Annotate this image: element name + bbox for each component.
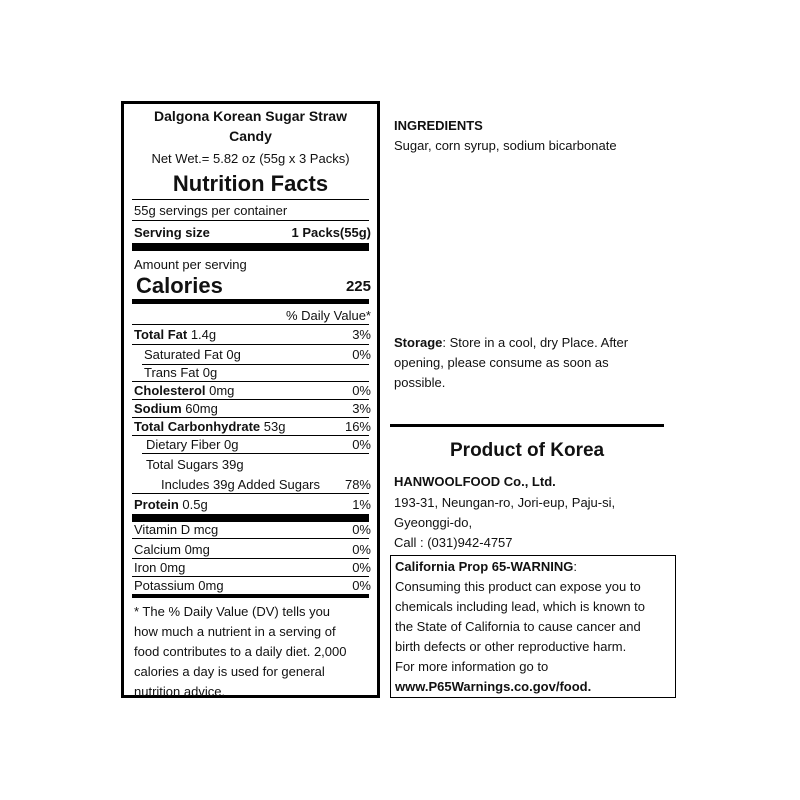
serving-size-value: 1 Packs(55g) <box>291 225 371 240</box>
nutrient-amount: 1.4g <box>187 327 217 342</box>
storage-label: Storage <box>394 335 443 350</box>
net-weight: Net Wet.= 5.82 oz (55g x 3 Packs) <box>151 151 350 166</box>
warning-line: the State of California to cause cancer and <box>395 619 641 634</box>
vitamin-dv: 0% <box>352 542 371 557</box>
warning-line: birth defects or other reproductive harm. <box>395 639 627 654</box>
section-divider <box>390 424 664 427</box>
nutrient-label: Saturated Fat 0g <box>144 347 241 362</box>
divider <box>132 324 369 325</box>
divider <box>132 399 369 400</box>
daily-value-header: % Daily Value* <box>285 308 371 323</box>
calories-label: Calories <box>136 273 223 298</box>
nutrient-label: Total Sugars 39g <box>146 457 244 472</box>
phone: Call : (031)942-4757 <box>394 535 513 550</box>
vitamin-dv: 0% <box>352 522 371 537</box>
divider <box>132 493 369 494</box>
warning-title: California Prop 65-WARNING <box>395 559 574 574</box>
divider <box>132 576 369 577</box>
nutrient-dv: 78% <box>344 477 371 492</box>
thick-divider <box>132 514 369 522</box>
storage-line: opening, please consume as soon as <box>394 355 609 370</box>
nutrient-label: Dietary Fiber 0g <box>146 437 239 452</box>
medium-divider <box>132 299 369 304</box>
nutrient-label: Total Carbonhydrate <box>134 419 261 434</box>
divider <box>132 417 369 418</box>
product-name-line1: Dalgona Korean Sugar Straw <box>154 108 347 124</box>
nutrition-title: Nutrition Facts <box>172 171 329 196</box>
footnote-line: * The % Daily Value (DV) tells you <box>134 604 331 619</box>
nutrient-dv: 16% <box>344 419 371 434</box>
medium-divider <box>132 594 369 598</box>
divider <box>142 453 369 454</box>
storage-line: possible. <box>394 375 446 390</box>
nutrient-amount: 0.5g <box>178 497 208 512</box>
warning-line: Consuming this product can expose you to <box>395 579 641 594</box>
thick-divider <box>132 243 369 251</box>
footnote-line: food contributes to a daily diet. 2,000 <box>134 644 347 659</box>
nutrient-label: Sodium <box>134 401 182 416</box>
origin-heading: Product of Korea <box>450 440 605 461</box>
divider <box>132 538 369 539</box>
nutrient-amount: 60mg <box>181 401 218 416</box>
warning-line: For more information go to <box>395 659 549 674</box>
divider <box>132 199 369 200</box>
storage-line: Storage: Store in a cool, dry Place. After <box>394 335 629 350</box>
nutrient-amount: 53g <box>260 419 286 434</box>
divider <box>132 344 369 345</box>
warning-url[interactable]: www.P65Warnings.co.gov/food. <box>395 679 592 694</box>
ingredients-text: Sugar, corn syrup, sodium bicarbonate <box>394 138 617 153</box>
nutrient-dv: 1% <box>352 497 371 512</box>
nutrient-amount: 0mg <box>205 383 235 398</box>
vitamin-dv: 0% <box>352 578 371 593</box>
product-name-line2: Candy <box>229 128 272 144</box>
nutrient-dv: 0% <box>352 383 371 398</box>
company-name: HANWOOLFOOD Co., Ltd. <box>394 474 556 489</box>
address-line: Gyeonggi-do, <box>394 515 473 530</box>
nutrient-dv: 0% <box>352 437 371 452</box>
nutrient-dv: 3% <box>352 327 371 342</box>
footnote-line: nutrition advice. <box>134 684 226 699</box>
calories-value: 225 <box>345 278 371 295</box>
warning-line: chemicals including lead, which is known to <box>395 599 646 614</box>
servings-per-container: 55g servings per container <box>134 203 288 218</box>
divider <box>132 435 369 436</box>
amount-per-serving: Amount per serving <box>134 257 247 272</box>
nutrient-label: Protein <box>134 497 179 512</box>
nutrient-label: Includes 39g Added Sugars <box>161 477 321 492</box>
prop65-warning-box: California Prop 65-WARNING: Consuming this product can expose you to chemicals including lead, which is known to the State of California to cause cancer and birth defects or other reproductive harm. For more information go to www.P65Warnings.co.gov/food. <box>390 555 676 698</box>
vitamin-label: Calcium 0mg <box>134 542 210 557</box>
vitamin-label: Potassium 0mg <box>134 578 224 593</box>
address-line: 193-31, Neungan-ro, Jori-eup, Paju-si, <box>394 495 616 510</box>
serving-size-label: Serving size <box>134 225 210 240</box>
nutrient-label: Total Fat <box>134 327 188 342</box>
footnote-line: calories a day is used for general <box>134 664 325 679</box>
vitamin-label: Iron 0mg <box>134 560 186 575</box>
divider <box>132 220 369 221</box>
nutrient-dv: 3% <box>352 401 371 416</box>
nutrient-label: Cholesterol <box>134 383 206 398</box>
vitamin-dv: 0% <box>352 560 371 575</box>
divider <box>132 381 369 382</box>
footnote-line: how much a nutrient in a serving of <box>134 624 336 639</box>
nutrition-facts-panel <box>121 101 380 698</box>
nutrient-label: Trans Fat 0g <box>144 365 218 380</box>
ingredients-heading: INGREDIENTS <box>394 118 483 133</box>
divider <box>132 558 369 559</box>
vitamin-label: Vitamin D mcg <box>134 522 219 537</box>
nutrient-dv: 0% <box>352 347 371 362</box>
